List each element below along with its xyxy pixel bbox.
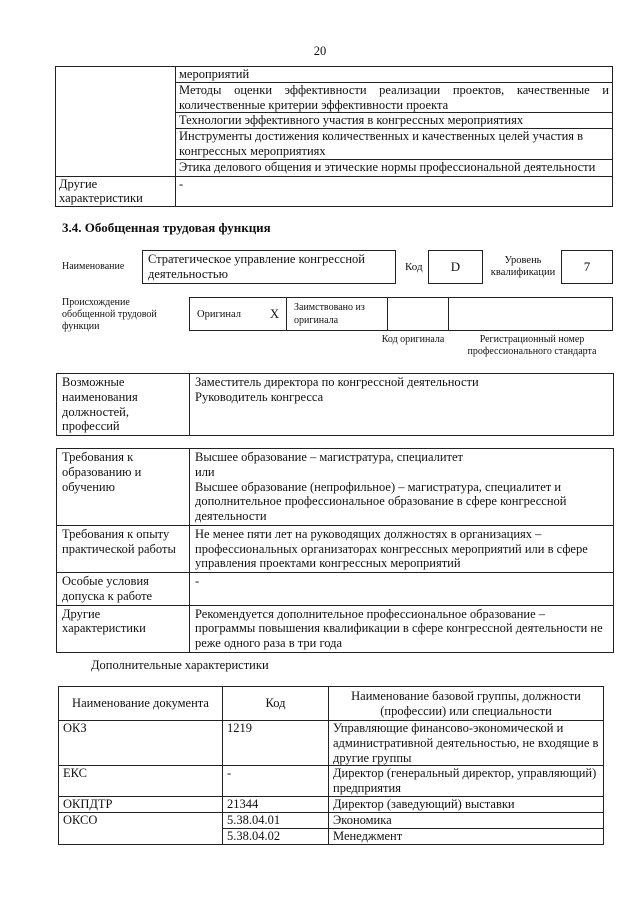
position-item: Руководитель конгресса xyxy=(195,389,324,404)
requirements-table xyxy=(56,448,614,653)
page-number: 20 xyxy=(313,44,327,58)
code-box xyxy=(428,250,483,284)
level-label: Уровень квалификации xyxy=(490,255,556,279)
table-row: Методы оценки эффективности реализации проектов, качественные и количественные критерии эффективности проекта xyxy=(176,82,613,113)
table-cell: 1219 xyxy=(223,721,329,766)
table-row: Этика делового общения и этические нормы профессиональной деятельности xyxy=(176,159,613,176)
column-header: Наименование документа xyxy=(59,687,223,721)
other-characteristics-value: - xyxy=(176,176,613,207)
column-header: Код xyxy=(223,687,329,721)
column-header: Наименование базовой группы, должности (профессии) или специальности xyxy=(329,687,604,721)
special-conditions-value: - xyxy=(190,573,614,606)
other-value: Рекомендуется дополнительное профессиональное образование – программы повышения квалификации в сфере конгрессной деятельности не реже одного раза в три года xyxy=(190,605,614,652)
table-cell: Экономика xyxy=(329,812,604,828)
code-value: D xyxy=(450,259,461,275)
empty-label-cell xyxy=(56,67,176,177)
table-row: Инструменты достижения количественных и качественных целей участия в конгрессных мероприятиях xyxy=(176,129,613,160)
table-cell: 21344 xyxy=(223,796,329,812)
education-label: Требования к образованию и обучению xyxy=(57,449,190,526)
table-cell: Управляющие финансово-экономической и административной деятельностью, не входящие в другие группы xyxy=(329,721,604,766)
other-characteristics-label: Другие характеристики xyxy=(56,176,176,207)
education-value: Высшее образование – магистратура, специалитет или Высшее образование (непрофильное) – магистратура, специалитет и дополнительное профессиональное образование в сфере конгрессной деятельности xyxy=(190,449,614,526)
special-conditions-label: Особые условия допуска к работе xyxy=(57,573,190,606)
borrowed-label: Заимствовано из оригинала xyxy=(294,302,365,326)
additional-table xyxy=(58,686,604,845)
table-cell: Директор (генеральный директор, управляющий) предприятия xyxy=(329,766,604,797)
table-cell: ЕКС xyxy=(59,766,223,797)
level-value: 7 xyxy=(583,259,591,275)
function-name: Стратегическое управление конгрессной деятельностью xyxy=(148,252,365,281)
code-label: Код xyxy=(405,261,423,273)
positions-table xyxy=(56,373,614,436)
code-original-caption: Код оригинала xyxy=(381,334,445,345)
continuation-table xyxy=(55,66,613,207)
table-row: Технологии эффективного участия в конгрессных мероприятиях xyxy=(176,113,613,129)
original-mark: X xyxy=(270,307,280,321)
table-cell: ОКСО xyxy=(59,812,223,844)
origin-label: Происхождение обобщенной трудовой функции xyxy=(62,297,157,332)
positions-label: Возможные наименования должностей, профессий xyxy=(57,374,190,436)
position-item: Заместитель директора по конгрессной деятельности xyxy=(195,375,479,389)
table-cell: - xyxy=(223,766,329,797)
table-cell: 5.38.04.01 xyxy=(223,812,329,828)
experience-label: Требования к опыту практической работы xyxy=(57,525,190,572)
table-cell: ОКПДТР xyxy=(59,796,223,812)
additional-heading: Дополнительные характеристики xyxy=(91,658,269,672)
reg-number-caption: Регистрационный номер профессионального стандарта xyxy=(467,334,597,357)
origin-box xyxy=(189,297,613,331)
table-cell: Директор (заведующий) выставки xyxy=(329,796,604,812)
other-label: Другие характеристики xyxy=(57,605,190,652)
level-box xyxy=(561,250,613,284)
section-heading: 3.4. Обобщенная трудовая функция xyxy=(62,220,271,235)
positions-value xyxy=(190,374,614,436)
original-label: Оригинал xyxy=(197,309,241,320)
table-cell: ОКЗ xyxy=(59,721,223,766)
function-name-box xyxy=(142,250,396,284)
name-label: Наименование xyxy=(62,261,125,272)
table-row: мероприятий xyxy=(176,67,613,83)
table-cell: 5.38.04.02 xyxy=(223,828,329,844)
experience-value: Не менее пяти лет на руководящих должностях в организациях – профессиональных организаторах конгрессных мероприятий или в сфере управления проектами конгрессных мероприятий xyxy=(190,525,614,572)
table-cell: Менеджмент xyxy=(329,828,604,844)
